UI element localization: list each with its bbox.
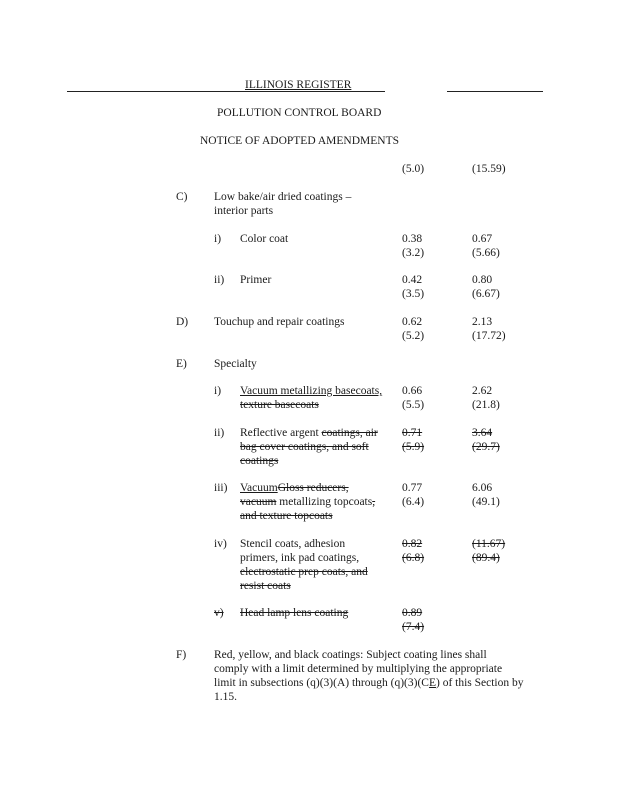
item-e-iv-v1b [402, 551, 424, 565]
item-e-i-num: i) [214, 385, 222, 397]
item-e-i-line1: Vacuum metallizing basecoats, [240, 385, 383, 397]
item-c-label: C) [176, 191, 188, 203]
item-c-ii-v1a: 0.42 [402, 274, 423, 286]
item-e-iii-line3-deleted: and texture topcoats [240, 510, 333, 522]
item-e-iv-line4 [240, 579, 291, 593]
item-c-i-v2b: (5.66) [472, 247, 500, 259]
item-c-i-v2a: 0.67 [472, 233, 493, 245]
item-d-name: Touchup and repair coatings [214, 316, 345, 328]
item-e-iv-v2a [472, 537, 505, 551]
item-e-iii-line2-deleted-a: vacuum [240, 496, 277, 508]
item-c-i-name: Color coat [240, 233, 289, 245]
item-e-v-v1a [402, 606, 422, 620]
item-f-line3-c: ) of this Section by [435, 677, 524, 689]
item-c-ii-num: ii) [214, 274, 225, 286]
register-title: ILLINOIS REGISTER [245, 79, 352, 91]
item-f-line3 [214, 676, 524, 690]
item-e-iii-line3 [240, 509, 333, 523]
item-e-name: Specialty [214, 358, 257, 370]
item-c-i-v1a: 0.38 [402, 233, 423, 245]
item-e-ii-line3 [240, 454, 278, 468]
item-e-iii-v2b: (49.1) [472, 496, 500, 508]
item-e-ii-v1a-deleted: 0.71 [402, 427, 423, 439]
item-d-v1a: 0.62 [402, 316, 423, 328]
item-e-ii-v2b [472, 440, 500, 454]
item-e-v-v1b-deleted: (7.4) [402, 621, 425, 633]
item-e-ii-line2-deleted: bag cover coatings, and soft [240, 441, 369, 453]
item-e-iv-line3-deleted: electrostatic prep coats, and [240, 566, 368, 578]
item-d-label: D) [176, 316, 189, 328]
item-f-line1: Red, yellow, and black coatings: Subject coating lines shall [214, 649, 487, 661]
item-e-iii-line2-deleted-b: , [372, 496, 376, 508]
item-e-i-v2a: 2.62 [472, 385, 493, 397]
item-e-iii-v1a: 0.77 [402, 482, 423, 494]
item-e-ii-line1-kept: Reflective argent [240, 427, 322, 439]
item-e-ii-v1b [402, 440, 424, 454]
item-e-ii-line2 [240, 440, 369, 454]
item-e-iii-v1b: (6.4) [402, 496, 425, 508]
item-e-ii-line1-deleted: coatings, air [321, 427, 378, 439]
item-e-i-v1a: 0.66 [402, 385, 423, 397]
item-e-label: E) [176, 358, 187, 370]
item-e-iv-num: iv) [214, 538, 227, 550]
item-c-ii-v2a: 0.80 [472, 274, 493, 286]
item-e-iv-v2b [472, 551, 500, 565]
item-e-iv-line2: primers, ink pad coatings, [240, 552, 360, 564]
item-e-iv-line4-deleted: resist coats [240, 580, 291, 592]
item-e-ii-line1 [240, 426, 378, 440]
item-e-iv-line3 [240, 565, 368, 579]
item-c-title-2: interior parts [214, 205, 274, 217]
item-e-ii-v2b-deleted: (29.7) [472, 441, 500, 453]
item-f-line4: 1.15. [214, 691, 237, 703]
item-e-iii-line2-kept: metallizing topcoats [276, 496, 373, 508]
item-e-iii-line1-added: Vacuum [240, 482, 278, 494]
item-e-v-num-deleted: v) [214, 607, 224, 619]
item-e-v-v1a-deleted: 0.89 [402, 607, 423, 619]
item-e-v-name [240, 606, 348, 620]
item-d-v1b: (5.2) [402, 330, 425, 342]
item-c-ii-v2b: (6.67) [472, 288, 500, 300]
item-e-iii-num: iii) [214, 482, 228, 494]
item-c-ii-v1b: (3.5) [402, 288, 425, 300]
item-e-v-v1b [402, 620, 424, 634]
item-e-iii-line1 [240, 481, 349, 495]
agency-title: POLLUTION CONTROL BOARD [217, 107, 382, 119]
item-e-ii-v2a-deleted: 3.64 [472, 427, 493, 439]
item-f-line2: comply with a limit determined by multiplying the appropriate [214, 663, 503, 675]
item-f-line3-added: E [428, 677, 436, 689]
item-e-i-line2 [240, 398, 319, 412]
item-e-iv-line1: Stencil coats, adhesion [240, 538, 346, 550]
item-c-ii-name: Primer [240, 274, 272, 286]
item-e-ii-v1a [402, 426, 422, 440]
item-d-v2b: (17.72) [472, 330, 506, 342]
top-value-2: (15.59) [472, 163, 506, 175]
item-e-ii-v1b-deleted: (5.9) [402, 441, 425, 453]
item-e-ii-num: ii) [214, 427, 225, 439]
item-e-iv-v1a-deleted: 0.82 [402, 538, 423, 550]
item-e-i-v2b: (21.8) [472, 399, 500, 411]
item-e-ii-line3-deleted: coatings [240, 455, 279, 467]
item-e-iii-line1-deleted: Gloss reducers, [277, 482, 349, 494]
item-f-line3-a: limit in subsections (q)(3)(A) through (q)(3)(C [214, 677, 429, 689]
item-e-v-name-deleted: Head lamp lens coating [240, 607, 349, 619]
item-e-i-v1b: (5.5) [402, 399, 425, 411]
item-e-i-line2-deleted: texture basecoats [240, 399, 319, 411]
top-value-1: (5.0) [402, 163, 425, 175]
item-f-label: F) [176, 649, 187, 661]
item-e-iii-v2a: 6.06 [472, 482, 493, 494]
item-e-v-num [214, 606, 224, 620]
item-e-iii-line2 [240, 495, 375, 509]
item-d-v2a: 2.13 [472, 316, 493, 328]
item-c-i-v1b: (3.2) [402, 247, 425, 259]
header-rule-right [447, 91, 543, 92]
item-e-iv-v1a [402, 537, 422, 551]
item-c-title-1: Low bake/air dried coatings – [214, 191, 352, 203]
notice-title: NOTICE OF ADOPTED AMENDMENTS [200, 135, 400, 147]
item-e-iv-v2b-deleted: (89.4) [472, 552, 500, 564]
item-e-iv-v2a-deleted: (11.67) [472, 538, 506, 550]
item-c-i-num: i) [214, 233, 222, 245]
item-e-iv-v1b-deleted: (6.8) [402, 552, 425, 564]
item-e-ii-v2a [472, 426, 492, 440]
